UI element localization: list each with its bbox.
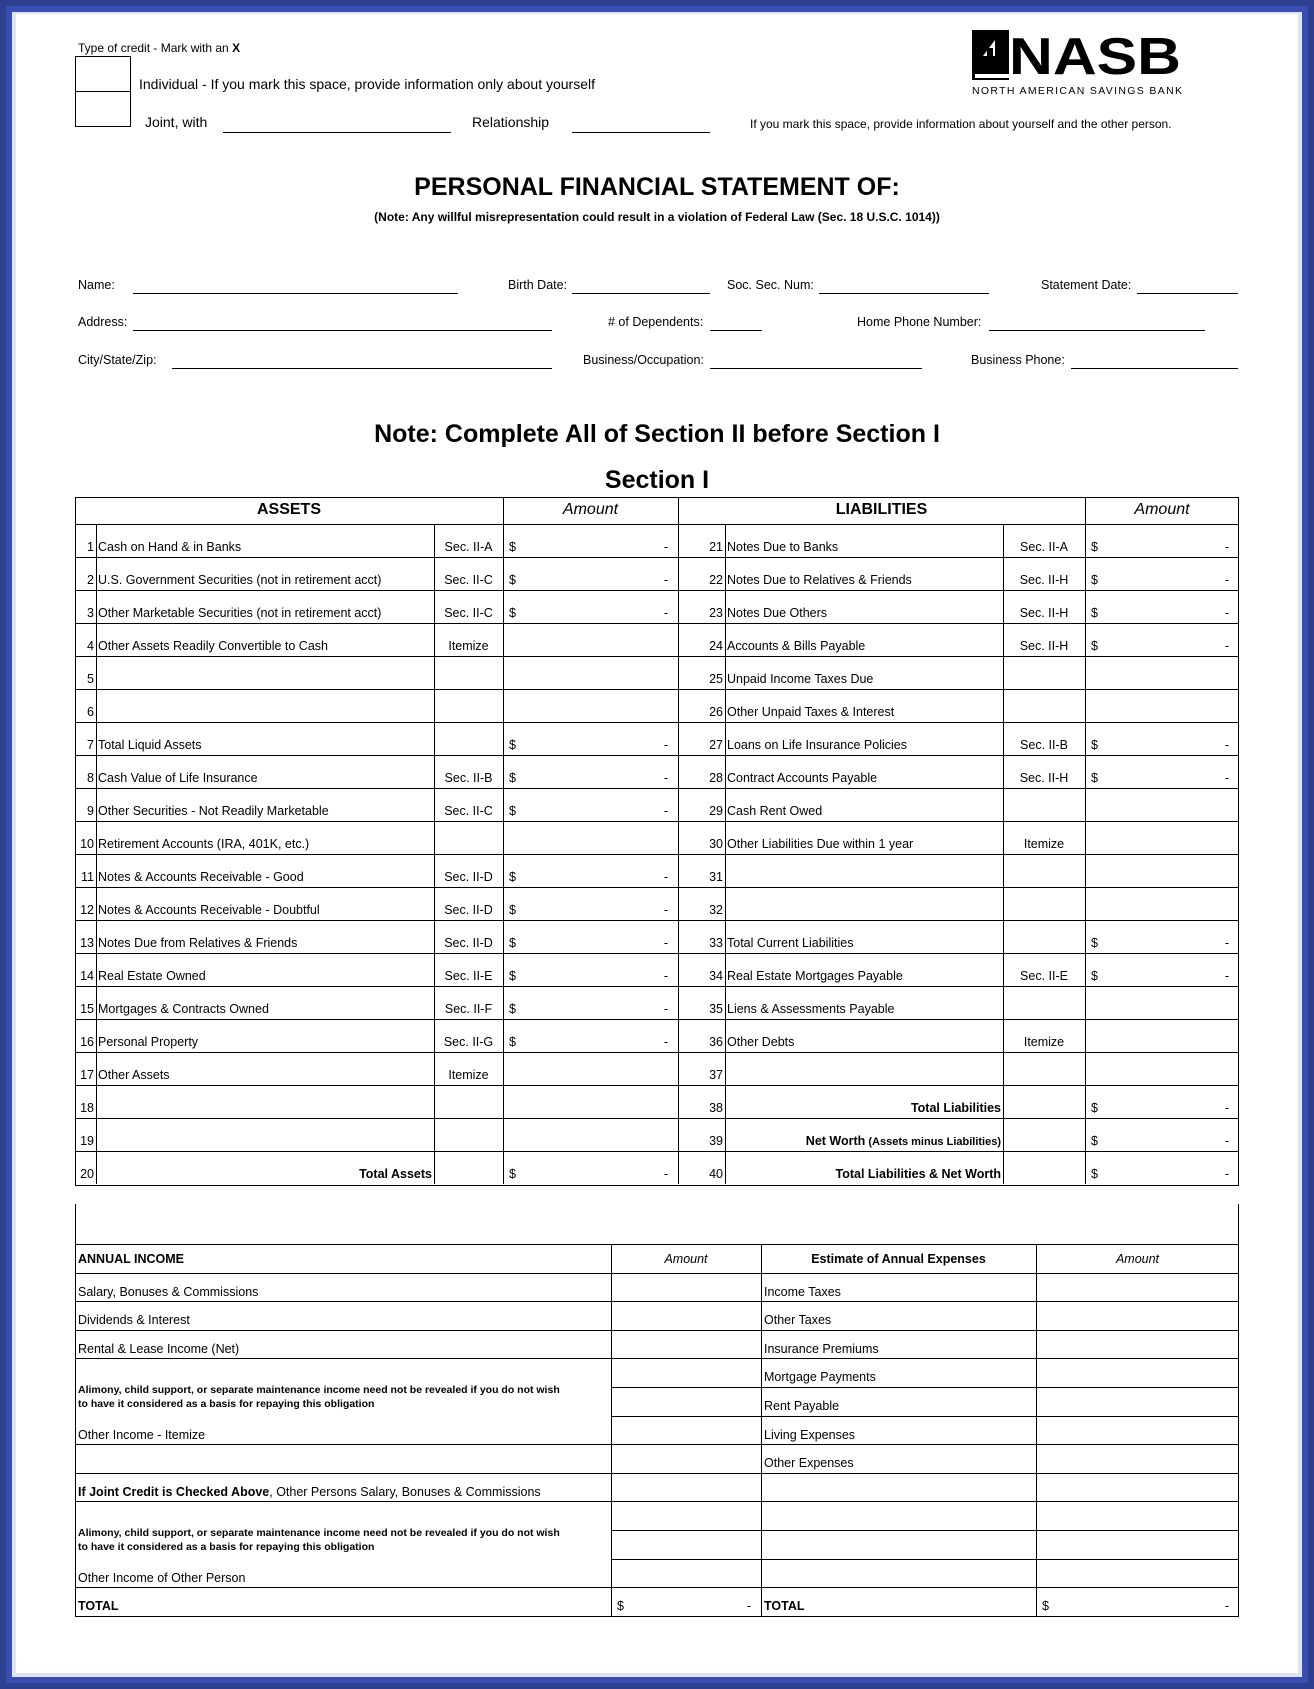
asset-label: Notes & Accounts Receivable - Doubtful: [98, 903, 320, 917]
section-note: Note: Complete All of Section II before Section I: [374, 420, 940, 448]
dollar-sign: $: [1091, 936, 1098, 950]
dollar-sign: $: [509, 903, 516, 917]
income-item: Rental & Lease Income (Net): [78, 1341, 240, 1356]
row-number: 39: [709, 1134, 723, 1148]
alimony-note-joint: Alimony, child support, or separate maintenance income need not be revealed if you do not wish: [78, 1527, 560, 1540]
joint-label: Joint, with: [145, 114, 208, 130]
asset-section-ref: Itemize: [448, 639, 489, 653]
amount-dash: -: [1224, 738, 1229, 752]
city-field[interactable]: [172, 368, 552, 369]
joint-income-label: If Joint Credit is Checked Above, Other Persons Salary, Bonuses & Commissions: [78, 1484, 541, 1499]
table-row: [75, 920, 1239, 953]
income-row-line: [75, 1473, 611, 1474]
amount-dash: -: [663, 573, 668, 587]
row-number: 31: [709, 870, 723, 884]
business-phone-field[interactable]: [1071, 368, 1238, 369]
liability-label: Other Liabilities Due within 1 year: [727, 837, 914, 851]
name-label: Name:: [78, 278, 115, 292]
dollar-sign: $: [1091, 606, 1098, 620]
amount-dash: -: [663, 1035, 668, 1049]
liability-label: Accounts & Bills Payable: [727, 639, 866, 653]
ssn-field[interactable]: [819, 293, 989, 294]
expense-item: Insurance Premiums: [764, 1341, 879, 1356]
dollar-sign: $: [509, 1035, 516, 1049]
income-amount-cell[interactable]: [611, 1473, 761, 1502]
dollar-sign: $: [509, 936, 516, 950]
liability-section-ref: Itemize: [1023, 1035, 1065, 1049]
individual-label: Individual - If you mark this space, provide information only about yourself: [139, 76, 596, 92]
table-row: [75, 1085, 1239, 1118]
liability-label: Cash Rent Owed: [727, 804, 823, 818]
alimony-note: to have it considered as a basis for repaying this obligation: [78, 1398, 375, 1411]
dependents-field[interactable]: [710, 330, 762, 331]
income-row-line: [75, 1587, 611, 1588]
asset-amount-cell[interactable]: [503, 623, 678, 656]
asset-label: Other Assets Readily Convertible to Cash: [98, 639, 328, 653]
expense-total-label: TOTAL: [764, 1599, 805, 1614]
dollar-sign: $: [1091, 540, 1098, 554]
table-row: [75, 623, 1239, 656]
row-number: 21: [709, 540, 723, 554]
logo-text: NASB: [1009, 28, 1181, 86]
liability-label: Notes Due Others: [727, 606, 828, 620]
expense-amount-cell[interactable]: [1036, 1358, 1239, 1387]
amount-dash: -: [663, 936, 668, 950]
income-amount-cell[interactable]: [611, 1587, 761, 1616]
dollar-sign: $: [1091, 738, 1098, 752]
dollar-sign: $: [1091, 771, 1098, 785]
asset-label: Other Assets: [98, 1068, 170, 1082]
row-number: 7: [87, 738, 94, 752]
expense-item: Rent Payable: [764, 1399, 840, 1413]
row-number: 29: [709, 804, 723, 818]
amount-dash: -: [1224, 1101, 1229, 1115]
liability-amount-cell[interactable]: [1085, 656, 1239, 689]
income-total-label: TOTAL: [78, 1599, 119, 1614]
expense-item: Other Expenses: [764, 1456, 854, 1471]
section-one-table: [75, 497, 1239, 1204]
liability-label: Notes Due to Relatives & Friends: [727, 573, 912, 587]
liability-amount-cell[interactable]: [1085, 887, 1239, 920]
amount-dash: -: [1224, 573, 1229, 587]
liability-label: Total Liabilities: [910, 1101, 1001, 1115]
row-number: 25: [709, 672, 723, 686]
expense-total-dollar: $: [1042, 1599, 1049, 1614]
table-row: [75, 557, 1239, 590]
row-number: 5: [87, 672, 94, 686]
table-row: [75, 821, 1239, 854]
row-number: 40: [709, 1167, 723, 1181]
logo-tagline: NORTH AMERICAN SAVINGS BANK: [972, 85, 1182, 96]
expense-total-dash: -: [1224, 1599, 1229, 1614]
liabilities-amount-header: Amount: [1134, 501, 1190, 518]
asset-amount-cell[interactable]: [503, 656, 678, 689]
asset-label: Notes & Accounts Receivable - Good: [98, 870, 304, 884]
liability-section-ref: Sec. II-E: [1020, 969, 1068, 983]
credit-type-heading: Type of credit - Mark with an X: [78, 41, 241, 55]
liability-amount-cell[interactable]: [1085, 854, 1239, 887]
joint-checkbox[interactable]: [75, 91, 131, 127]
income-amount-cell[interactable]: [611, 1273, 761, 1302]
dollar-sign: $: [1091, 1101, 1098, 1115]
asset-label: U.S. Government Securities (not in retirement acct): [98, 573, 382, 587]
address-label: Address:: [78, 315, 128, 329]
row-number: 23: [709, 606, 723, 620]
asset-section-ref: Sec. II-C: [444, 804, 493, 818]
income-total-dollar: $: [617, 1599, 624, 1614]
income-row-line: [75, 1273, 611, 1274]
liability-amount-cell[interactable]: [1085, 1052, 1239, 1085]
liability-section-ref: Sec. II-H: [1019, 606, 1069, 620]
liability-label: Loans on Life Insurance Policies: [727, 738, 907, 752]
individual-checkbox[interactable]: [75, 56, 131, 92]
income-row-line: [75, 1358, 611, 1359]
asset-label: Retirement Accounts (IRA, 401K, etc.): [98, 837, 310, 851]
row-number: 3: [87, 606, 94, 620]
asset-amount-cell[interactable]: [503, 1085, 678, 1118]
dollar-sign: $: [1091, 573, 1098, 587]
income-amount-cell[interactable]: [611, 1358, 761, 1387]
statement-date-field[interactable]: [1137, 293, 1238, 294]
amount-dash: -: [1224, 936, 1229, 950]
table-row: [75, 986, 1239, 1019]
asset-section-ref: Sec. II-D: [444, 870, 493, 884]
amount-dash: -: [1224, 969, 1229, 983]
expense-amount-cell[interactable]: [1036, 1559, 1239, 1588]
row-number: 16: [80, 1035, 94, 1049]
liability-label: Other Debts: [727, 1035, 795, 1049]
row-number: 33: [709, 936, 723, 950]
liability-label: Other Unpaid Taxes & Interest: [727, 705, 895, 719]
liability-amount-cell[interactable]: [1085, 821, 1239, 854]
liability-amount-cell[interactable]: [1085, 1019, 1239, 1052]
row-number: 38: [709, 1101, 723, 1115]
expense-item: Living Expenses: [764, 1427, 856, 1442]
alimony-note-joint: to have it considered as a basis for repaying this obligation: [78, 1541, 375, 1554]
dependents-label: # of Dependents:: [608, 315, 704, 329]
asset-amount-cell[interactable]: [503, 1052, 678, 1085]
expense-amount-cell[interactable]: [1036, 1387, 1239, 1416]
amount-dash: -: [663, 1002, 668, 1016]
alimony-note: Alimony, child support, or separate maintenance income need not be revealed if you do not wish: [78, 1384, 560, 1397]
liability-label: Liens & Assessments Payable: [727, 1002, 895, 1016]
assets-header: ASSETS: [256, 501, 321, 518]
income-row-line: [75, 1501, 611, 1502]
occupation-label: Business/Occupation:: [583, 353, 704, 367]
dollar-sign: $: [509, 738, 516, 752]
liability-label: Contract Accounts Payable: [727, 771, 878, 785]
row-number: 2: [87, 573, 94, 587]
annual-income-header: ANNUAL INCOME: [78, 1252, 185, 1266]
liability-section-ref: Sec. II-H: [1019, 573, 1069, 587]
expense-amount-cell[interactable]: [1036, 1444, 1239, 1473]
table-row: [75, 1052, 1239, 1085]
income-amount-cell[interactable]: [611, 1416, 761, 1445]
amount-dash: -: [1224, 771, 1229, 785]
dollar-sign: $: [509, 606, 516, 620]
income-row-line: [75, 1444, 611, 1445]
dollar-sign: $: [1091, 639, 1098, 653]
dollar-sign: $: [509, 1002, 516, 1016]
asset-label: Personal Property: [98, 1035, 199, 1049]
asset-label: Other Marketable Securities (not in retirement acct): [98, 606, 382, 620]
table-row: [75, 590, 1239, 623]
liability-section-ref: Itemize: [1023, 837, 1065, 851]
income-amount-header: Amount: [664, 1252, 708, 1266]
asset-label: Total Liquid Assets: [98, 738, 202, 752]
other-person-income: Other Income of Other Person: [78, 1570, 246, 1585]
asset-label: Cash on Hand & in Banks: [98, 540, 242, 554]
business-phone-label: Business Phone:: [971, 353, 1065, 367]
asset-section-ref: Sec. II-A: [444, 540, 493, 554]
relationship-label: Relationship: [472, 114, 550, 130]
liabilities-header: LIABILITIES: [835, 501, 928, 518]
table-row: [75, 722, 1239, 755]
nasb-logo: [971, 26, 1186, 96]
expenses-amount-header: Amount: [1115, 1252, 1160, 1266]
row-number: 22: [709, 573, 723, 587]
table-row: [75, 524, 1239, 557]
income-amount-cell[interactable]: [611, 1501, 761, 1530]
table-row: [75, 689, 1239, 722]
row-number: 37: [709, 1068, 723, 1082]
asset-label: Other Securities - Not Readily Marketable: [98, 804, 329, 818]
liability-section-ref: Sec. II-H: [1019, 639, 1069, 653]
expense-amount-cell[interactable]: [1036, 1530, 1239, 1559]
row-number: 8: [87, 771, 94, 785]
amount-dash: -: [1224, 1167, 1229, 1181]
name-field[interactable]: [133, 293, 458, 294]
row-number: 14: [80, 969, 94, 983]
row-number: 4: [87, 639, 94, 653]
expense-amount-cell[interactable]: [1036, 1587, 1239, 1616]
expense-amount-cell[interactable]: [1036, 1273, 1239, 1302]
row-number: 15: [80, 1002, 94, 1016]
asset-section-ref: Itemize: [448, 1068, 489, 1082]
section-title: Section I: [604, 466, 710, 494]
amount-dash: -: [663, 804, 668, 818]
asset-section-ref: Sec. II-D: [444, 903, 493, 917]
liability-label: Notes Due to Banks: [727, 540, 839, 554]
dollar-sign: $: [1091, 1134, 1098, 1148]
income-row-line: [75, 1301, 611, 1302]
row-number: 32: [709, 903, 723, 917]
amount-dash: -: [1224, 639, 1229, 653]
table-row: [75, 1151, 1239, 1184]
birth-date-label: Birth Date:: [508, 278, 568, 292]
row-number: 10: [80, 837, 94, 851]
row-number: 26: [709, 705, 723, 719]
row-number: 30: [709, 837, 723, 851]
liability-section-ref: Sec. II-H: [1019, 771, 1069, 785]
dollar-sign: $: [509, 870, 516, 884]
asset-section-ref: Sec. II-C: [444, 573, 493, 587]
income-amount-cell[interactable]: [611, 1559, 761, 1588]
row-number: 27: [709, 738, 723, 752]
liability-label: Real Estate Mortgages Payable: [727, 969, 903, 983]
row-number: 34: [709, 969, 723, 983]
row-number: 11: [81, 870, 94, 884]
row-number: 17: [80, 1068, 94, 1082]
asset-section-ref: Sec. II-F: [444, 1002, 493, 1016]
dollar-sign: $: [509, 771, 516, 785]
table-row: [75, 1118, 1239, 1151]
amount-dash: -: [1224, 606, 1229, 620]
liability-section-ref: Sec. II-B: [1020, 738, 1068, 752]
amount-dash: -: [1224, 1134, 1229, 1148]
amount-dash: -: [663, 771, 668, 785]
liability-amount-cell[interactable]: [1085, 689, 1239, 722]
income-amount-cell[interactable]: [611, 1387, 761, 1416]
amount-dash: -: [663, 969, 668, 983]
dollar-sign: $: [509, 1167, 516, 1181]
asset-label: Mortgages & Contracts Owned: [98, 1002, 269, 1016]
income-item: Dividends & Interest: [78, 1313, 190, 1328]
amount-dash: -: [663, 738, 668, 752]
row-number: 19: [80, 1134, 94, 1148]
asset-section-ref: Sec. II-B: [444, 771, 493, 785]
row-number: 13: [80, 936, 94, 950]
table-row: [75, 755, 1239, 788]
income-total-dash: -: [746, 1599, 751, 1614]
asset-amount-cell[interactable]: [503, 1118, 678, 1151]
liability-label-note: (Assets minus Liabilities): [865, 1136, 1001, 1148]
other-income-itemize: Other Income - Itemize: [78, 1427, 206, 1442]
table-row: [75, 656, 1239, 689]
liability-label: Net Worth (Assets minus Liabilities): [805, 1134, 1001, 1148]
address-field[interactable]: [133, 330, 552, 331]
asset-label: Cash Value of Life Insurance: [98, 771, 258, 785]
dollar-sign: $: [509, 804, 516, 818]
income-row-line: [75, 1330, 611, 1331]
amount-dash: -: [663, 903, 668, 917]
row-number: 6: [87, 705, 94, 719]
expense-amount-cell[interactable]: [1036, 1501, 1239, 1530]
liability-amount-cell[interactable]: [1085, 986, 1239, 1019]
asset-section-ref: Sec. II-C: [444, 606, 493, 620]
dollar-sign: $: [509, 540, 516, 554]
row-number: 18: [80, 1101, 94, 1115]
asset-amount-cell[interactable]: [503, 821, 678, 854]
liability-label: Total Liabilities & Net Worth: [835, 1167, 1001, 1181]
dollar-sign: $: [1091, 1167, 1098, 1181]
ssn-label: Soc. Sec. Num:: [727, 278, 814, 292]
row-number: 20: [80, 1167, 94, 1181]
joint-note: If you mark this space, provide information about yourself and the other person.: [750, 117, 1172, 131]
dollar-sign: $: [509, 969, 516, 983]
income-amount-cell[interactable]: [611, 1530, 761, 1559]
dollar-sign: $: [1091, 969, 1098, 983]
amount-dash: -: [663, 606, 668, 620]
asset-label: Notes Due from Relatives & Friends: [98, 936, 298, 950]
liability-label: Total Current Liabilities: [727, 936, 854, 950]
income-table: [75, 1204, 1239, 1614]
amount-dash: -: [663, 870, 668, 884]
assets-amount-header: Amount: [562, 501, 619, 518]
income-amount-cell[interactable]: [611, 1330, 761, 1359]
row-number: 12: [80, 903, 94, 917]
statement-date-label: Statement Date:: [1041, 278, 1132, 292]
home-phone-label: Home Phone Number:: [857, 315, 982, 329]
row-number: 9: [87, 804, 94, 818]
row-number: 1: [87, 540, 94, 554]
expenses-header: Estimate of Annual Expenses: [811, 1252, 986, 1266]
table-row: [75, 953, 1239, 986]
amount-dash: -: [663, 540, 668, 554]
asset-section-ref: Sec. II-D: [444, 936, 493, 950]
expense-amount-cell[interactable]: [1036, 1473, 1239, 1502]
occupation-field[interactable]: [710, 368, 922, 369]
page-subtitle: (Note: Any willful misrepresentation could result in a violation of Federal Law (Sec. 18 U.S.C. 1014)): [374, 210, 940, 224]
income-item: Salary, Bonuses & Commissions: [78, 1284, 259, 1299]
birth-date-field[interactable]: [572, 293, 710, 294]
asset-amount-cell[interactable]: [503, 689, 678, 722]
expense-item: Mortgage Payments: [764, 1370, 876, 1385]
asset-label: Total Assets: [359, 1167, 432, 1181]
home-phone-field[interactable]: [989, 330, 1205, 331]
table-row: [75, 788, 1239, 821]
asset-label: Real Estate Owned: [98, 969, 206, 983]
liability-label: Unpaid Income Taxes Due: [727, 672, 874, 686]
income-column-divider: [761, 1244, 762, 1616]
row-number: 36: [709, 1035, 723, 1049]
row-number: 24: [709, 639, 723, 653]
amount-dash: -: [1224, 540, 1229, 554]
expense-item: Other Taxes: [764, 1313, 832, 1328]
table-row: [75, 854, 1239, 887]
relationship-field[interactable]: [572, 132, 710, 133]
dollar-sign: $: [509, 573, 516, 587]
expense-amount-cell[interactable]: [1036, 1330, 1239, 1359]
expense-amount-cell[interactable]: [1036, 1301, 1239, 1330]
page-title: PERSONAL FINANCIAL STATEMENT OF:: [414, 173, 900, 201]
table-row: [75, 1019, 1239, 1052]
joint-with-field[interactable]: [223, 132, 451, 133]
liability-section-ref: Sec. II-A: [1020, 540, 1068, 554]
amount-dash: -: [663, 1167, 668, 1181]
asset-section-ref: Sec. II-E: [444, 969, 493, 983]
income-top-line: [75, 1244, 1239, 1245]
row-number: 28: [709, 771, 723, 785]
liability-amount-cell[interactable]: [1085, 788, 1239, 821]
form-page: [16, 14, 1298, 1673]
table-row: [75, 887, 1239, 920]
row-number: 35: [709, 1002, 723, 1016]
expense-item: Income Taxes: [764, 1284, 841, 1299]
income-amount-cell[interactable]: [611, 1444, 761, 1473]
income-amount-cell[interactable]: [611, 1301, 761, 1330]
city-label: City/State/Zip:: [78, 353, 157, 367]
asset-section-ref: Sec. II-G: [443, 1035, 494, 1049]
expense-amount-cell[interactable]: [1036, 1416, 1239, 1445]
